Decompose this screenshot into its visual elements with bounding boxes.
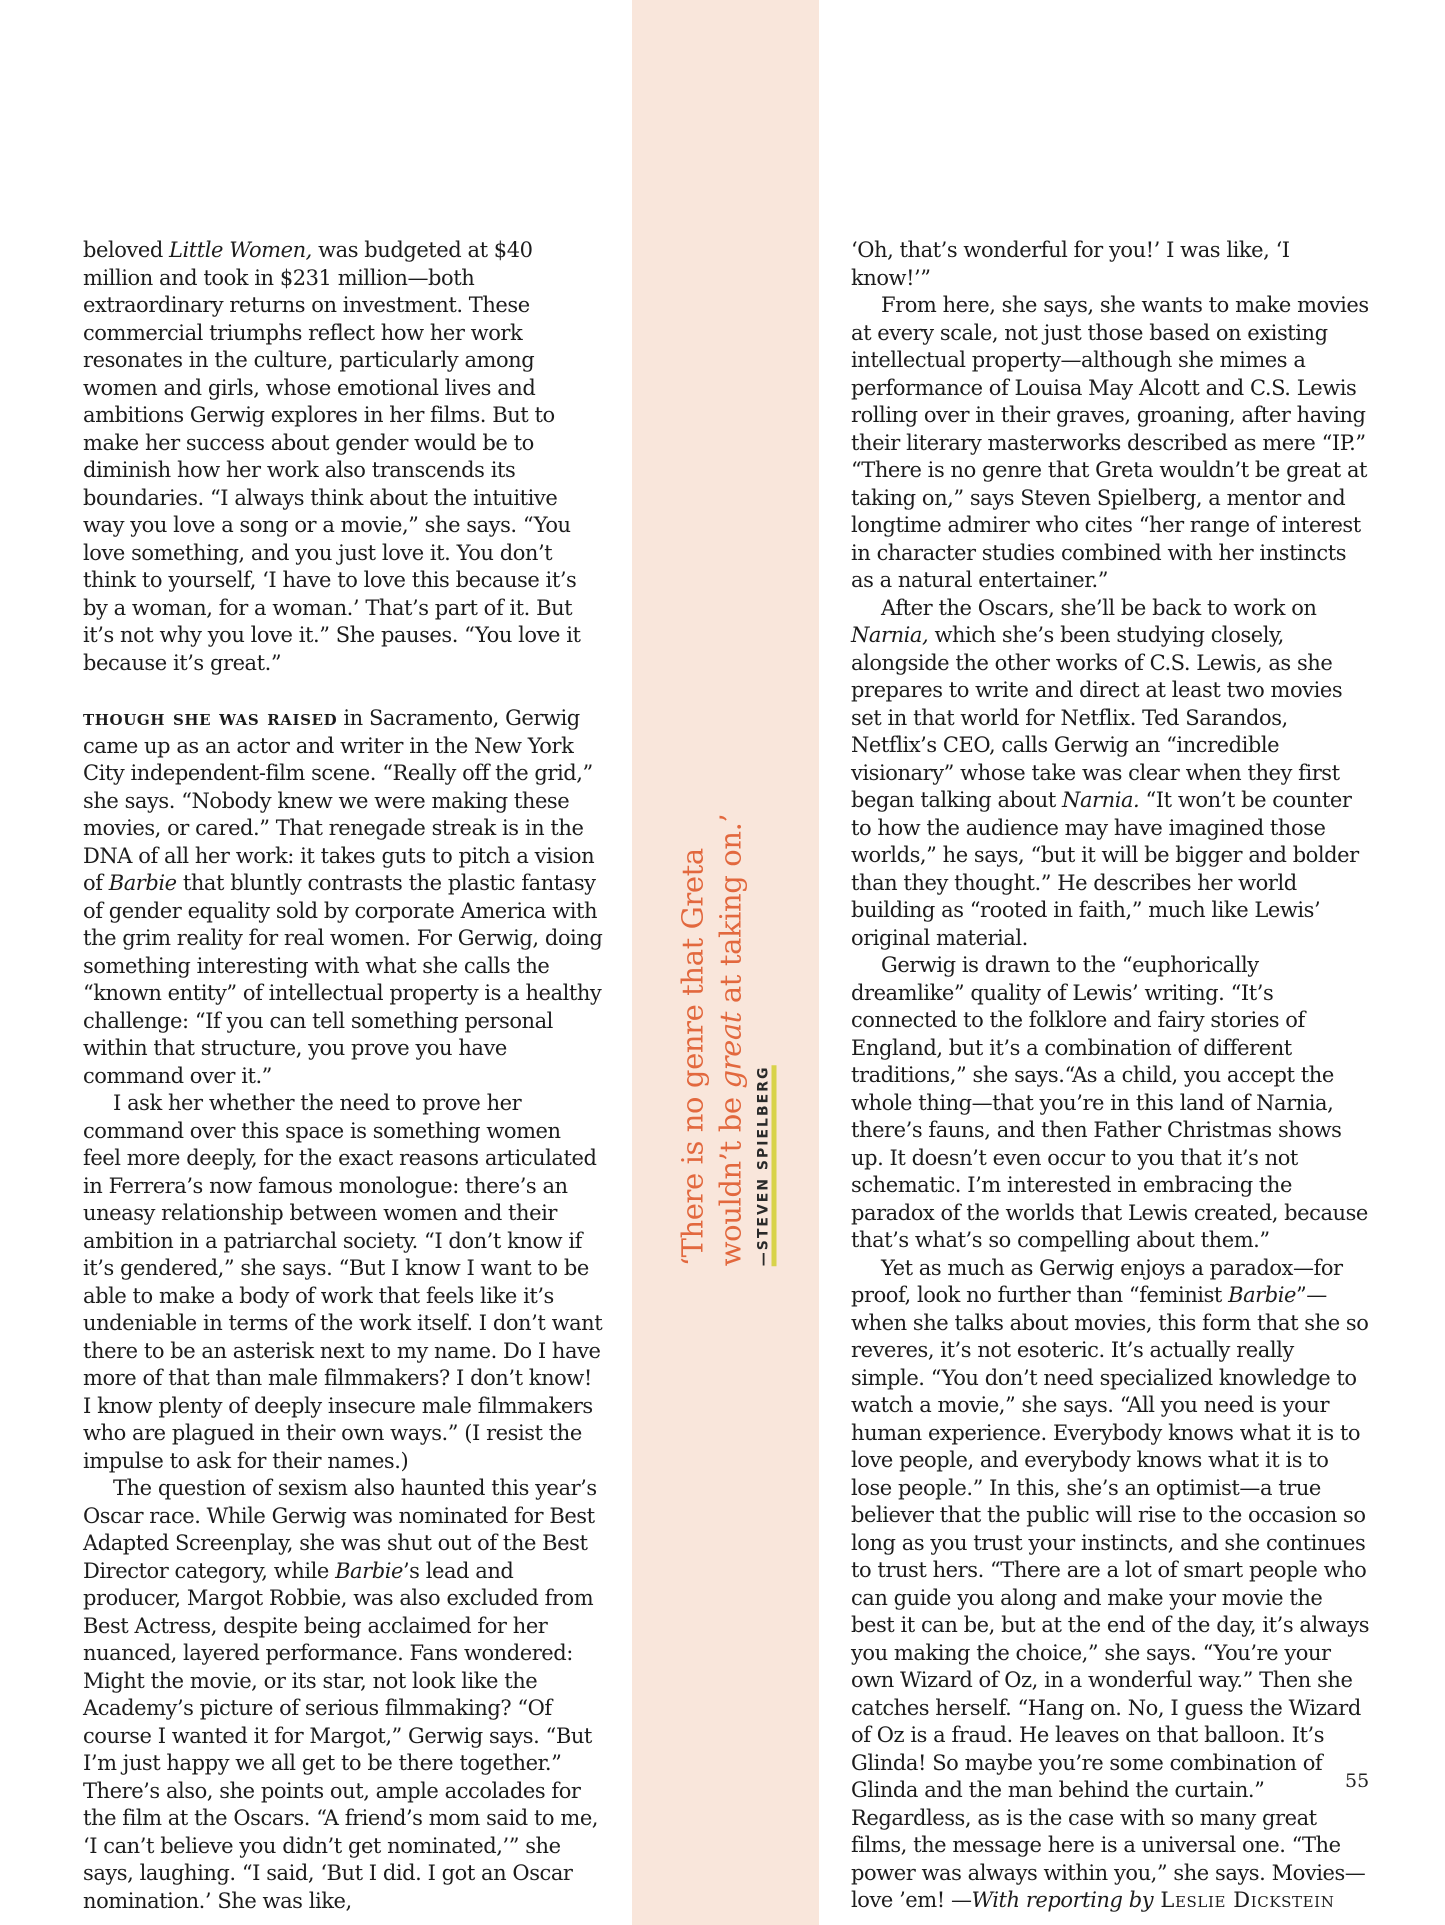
paragraph: After the Oscars, she’ll be back to work on Narnia, which she’s been studying closely, alongside the other works of C.S. Lewis, as she prepares to write and direct at least two movies set in that world for Netflix. Ted Sarandos, Netflix’s CEO, calls Gerwig an “incredible visionary” whose take was clear when they first began talking about Narnia. “It won’t be counter to how the audience may have imagined those worlds,” he says, “but it will be bigger and bolder than they thought.” He describes her world building as “rooted in faith,” much like Lewis’ original material. xyxy=(851,595,1359,950)
section-lead-in: though she was raised xyxy=(83,705,338,730)
paragraph: From here, she says, she wants to make movies at every scale, not just those based on existing intellectual property—although she mimes a performance of Louisa May Alcott and C.S. Lewis rolling over in their graves, groaning, after having their literary masterworks described as mere “IP.” “There is no genre that Greta wouldn’t be great at taking on,” says Steven Spielberg, a mentor and longtime admirer who cites “her range of interest in character studies combined with her instincts as a natural entertainer.” xyxy=(851,293,1369,592)
paragraph: Yet as much as Gerwig enjoys a paradox—for proof, look no further than “feminist Barbie”—when she talks about movies, this form that she so reveres, it’s not esoteric. It’s actually really simple. “You don’t need specialized knowledge to watch a movie,” she says. “All you need is your human experience. Everybody knows what it is to love people, and everybody knows what it is to lose people.” In this, she’s an optimist—a true believer that the public will rise to the occasion so long as you trust your instincts, and she continues to trust hers. “There are a lot of smart people who can guide you along and make your movie the best it can be, but at the end of the day, it’s always you making the choice,” she says. “You’re your own Wizard of Oz, in a wonderful way.” Then she catches herself. “Hang on. No, I guess the Wizard of Oz is a fraud. He leaves on that balloon. It’s Glinda! So maybe you’re some combination of Glinda and the man behind the curtain.” Regardless, as is the case with so many great films, the message here is a universal one. “The power was always within you,” she says. Movies—love ’em! —With reporting by Leslie Dickstein xyxy=(851,1255,1370,1912)
pull-quote-text: ‘There is no genre that Greta wouldn’t be great at taking on.’ xyxy=(675,813,748,1267)
paragraph: beloved Little Women, was budgeted at $40 million and took in $231 million—both extraordinary returns on investment. These commercial triumphs reflect how her work resonates in the culture, particularly among women and girls, whose emotional lives and ambitions Gerwig explores in her films. But to make her success about gender would be to diminish how her work also transcends its boundaries. “I always think about the intuitive way you love a song or a movie,” she says. “You love something, and you just love it. You don’t think to yourself, ‘I have to love this because it’s by a woman, for a woman.’ That’s part of it. But it’s not why you love it.” She pauses. “You love it because it’s great.” xyxy=(83,238,581,675)
article-column-right xyxy=(851,237,1371,1915)
page-number: 55 xyxy=(1345,1770,1370,1792)
paragraph-section-start: though she was raised in Sacramento, Gerwig came up as an actor and writer in the New York City independent-film scene. “Really off the grid,” she says. “Nobody knew we were making these movies, or cared.” That renegade streak is in the DNA of all her work: it takes guts to pitch a vision of Barbie that bluntly contrasts the plastic fantasy of gender equality sold by corporate America with the grim reality for real women. For Gerwig, doing something interesting with what she calls the “known entity” of intellectual property is a healthy challenge: “If you can tell something personal within that structure, you prove you have command over it.” xyxy=(83,705,603,1088)
article-column-left xyxy=(83,237,603,1915)
paragraph: Gerwig is drawn to the “euphorically dreamlike” quality of Lewis’ writing. “It’s connected to the folklore and fairy stories of England, but it’s a combination of different traditions,” she says.“As a child, you accept the whole thing—that you’re in this land of Narnia, there’s fauns, and then Father Christmas shows up. It doesn’t even occur to you that it’s not schematic. I’m interested in embracing the paradox of the worlds that Lewis created, because that’s what’s so compelling about them.” xyxy=(851,953,1368,1252)
paragraph: The question of sexism also haunted this year’s Oscar race. While Gerwig was nominated for Best Adapted Screenplay, she was shut out of the Best Director category, while Barbie’s lead and producer, Margot Robbie, was also excluded from Best Actress, despite being acclaimed for her nuanced, layered performance. Fans wondered: Might the movie, or its star, not look like the Academy’s picture of serious filmmaking? “Of course I wanted it for Margot,” Gerwig says. “But I’m just happy we all get to be there together.” There’s also, she points out, ample accolades for the film at the Oscars. “A friend’s mom said to me, ‘I can’t believe you didn’t get nominated,’” she says, laughing. “I said, ‘But I did. I got an Oscar nomination.’ She was like, xyxy=(83,1476,599,1913)
paragraph: ‘Oh, that’s wonderful for you!’ I was like, ‘I know!’” xyxy=(851,238,1290,290)
paragraph: I ask her whether the need to prove her command over this space is something women feel more deeply, for the exact reasons articulated in Ferrera’s now famous monologue: there’s an uneasy relationship between women and their ambition in a patriarchal society. “I don’t know if it’s gendered,” she says. “But I know I want to be able to make a body of work that feels like it’s undeniable in terms of the work itself. I don’t want there to be an asterisk next to my name. Do I have more of that than male filmmakers? I don’t know! I know plenty of deeply insecure male filmmakers who are plagued in their own ways.” (I resist the impulse to ask for their names.) xyxy=(83,1091,603,1473)
pull-quote-attribution: —STEVEN SPIELBERG xyxy=(756,1066,777,1267)
reporting-credit: Leslie Dickstein xyxy=(1153,1888,1335,1912)
pull-quote xyxy=(674,814,777,1267)
